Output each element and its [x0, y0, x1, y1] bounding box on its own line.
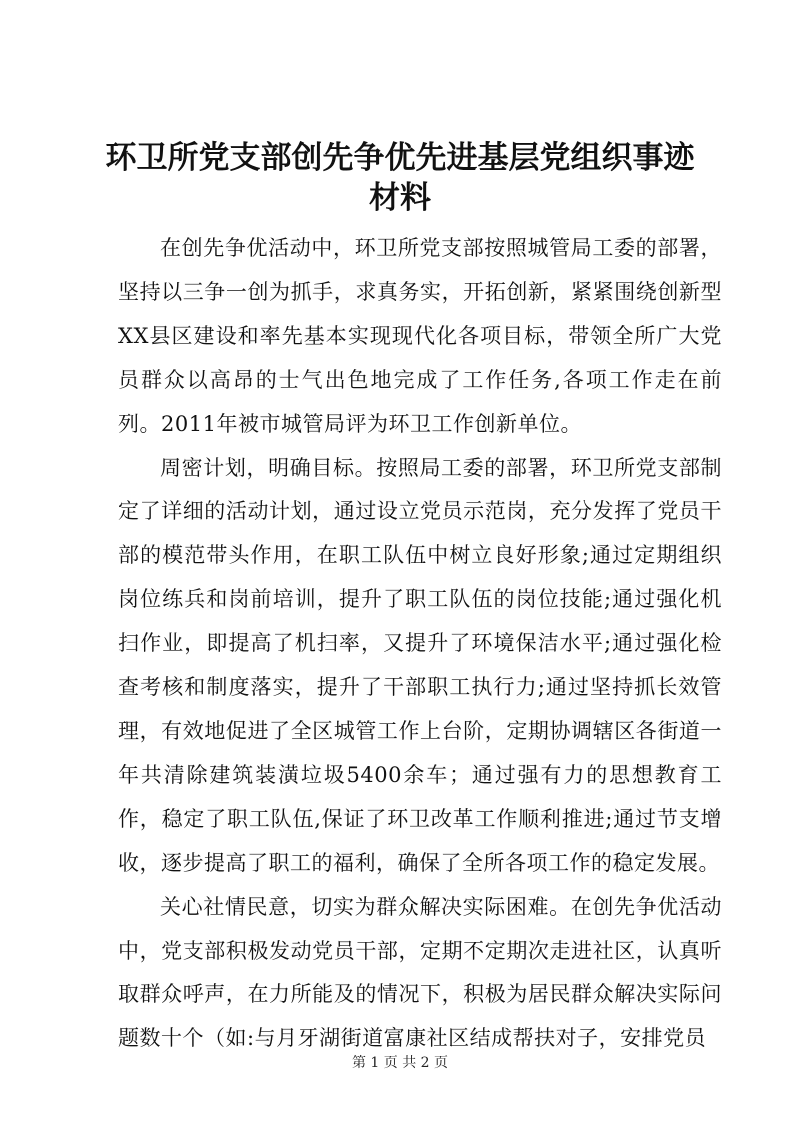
document-body	[118, 227, 722, 1061]
paragraph-planning: 周密计划，明确目标。按照局工委的部署，环卫所党支部制定了详细的活动计划，通过设立党员示范岗，充分发挥了党员干部的模范带头作用，在职工队伍中树立良好形象;通过定期组织岗位练兵和岗前培训，提升了职工队伍的岗位技能;通过强化机扫作业，即提高了机扫率，又提升了环境保洁水平;通过强化检查考核和制度落实，提升了干部职工执行力;通过坚持抓长效管理，有效地促进了全区城管工作上台阶，定期协调辖区各街道一年共清除建筑装潢垃圾5400余车；通过强有力的思想教育工作，稳定了职工队伍,保证了环卫改革工作顺利推进;通过节支增收，逐步提高了职工的福利，确保了全所各项工作的稳定发展。	[118, 455, 722, 875]
document-title: 环卫所党支部创先争优先进基层党组织事迹材料	[105, 140, 695, 216]
page-footer: 第 1 页 共 2 页	[351, 1055, 449, 1071]
paragraph-intro: 在创先争优活动中，环卫所党支部按照城管局工委的部署，坚持以三争一创为抓手，求真务实，开拓创新，紧紧围绕创新型XX县区建设和率先基本实现现代化各项目标，带领全所广大党员群众以高昂的士气出色地完成了工作任务,各项工作走在前列。2011年被市城管局评为环卫工作创新单位。	[118, 236, 722, 436]
paragraph-community: 关心社情民意，切实为群众解决实际困难。在创先争优活动中，党支部积极发动党员干部，定期不定期次走进社区，认真听取群众呼声，在力所能及的情况下，积极为居民群众解决实际问题数十个（如:与月牙湖街道富康社区结成帮扶对子，安排党员	[118, 894, 722, 1051]
